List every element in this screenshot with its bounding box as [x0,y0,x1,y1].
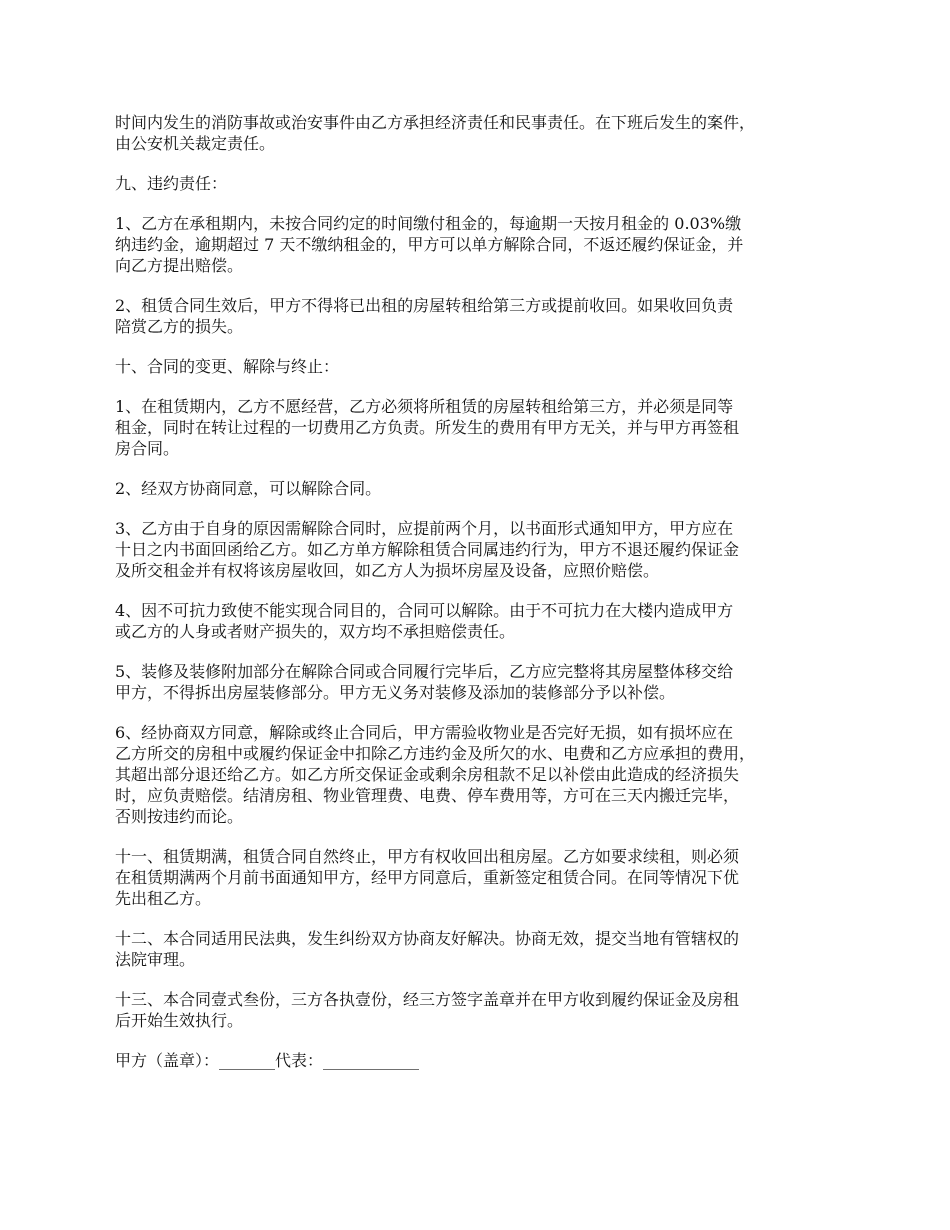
document-body [115,112,840,1071]
paragraph-p13 [115,928,840,970]
text-line: 时间内发生的消防事故或治安事件由乙方承担经济责任和民事责任。在下班后发生的案件， [115,113,756,132]
text-line: 或乙方的人身或者财产损失的，双方均不承担赔偿责任。 [115,622,516,641]
text-line: 及所交租金并有权将该房屋收回，如乙方人为损坏房屋及设备，应照价赔偿。 [115,561,660,580]
paragraph-p11 [115,722,840,827]
text-line: 十、合同的变更、解除与终止： [115,357,340,376]
text-line: 由公安机关裁定责任。 [115,134,276,153]
text-line: 后开始生效执行。 [115,1011,244,1030]
text-line: 陪赏乙方的损失。 [115,317,244,336]
paragraph-p5 [115,356,840,377]
paragraph-p1 [115,112,840,154]
text-line: 1、乙方在承租期内，未按合同约定的时间缴付租金的，每逾期一天按月租金的 0.03%缴 [115,214,742,233]
paragraph-p9 [115,600,840,642]
text-line: 3、乙方由于自身的原因需解除合同时，应提前两个月，以书面形式通知甲方，甲方应在 [115,519,734,538]
text-line: 2、经双方协商同意，可以解除合同。 [115,479,382,498]
paragraph-p14 [115,989,840,1031]
text-line: 甲方（盖章）：_______代表：____________ [115,1051,420,1070]
text-line: 十日之内书面回函给乙方。如乙方单方解除租赁合同属违约行为，甲方不退还履约保证金 [115,540,740,559]
text-line: 1、在租赁期内，乙方不愿经营，乙方必须将所租赁的房屋转租给第三方，并必须是同等 [115,397,734,416]
paragraph-p15 [115,1050,840,1071]
paragraph-p12 [115,846,840,909]
paragraph-p3 [115,213,840,276]
text-line: 租金，同时在转让过程的一切费用乙方负责。所发生的费用有甲方无关，并与甲方再签租 [115,418,740,437]
paragraph-p2 [115,173,840,194]
text-line: 时，应负责赔偿。结清房租、物业管理费、电费、停车费用等，方可在三天内搬迁完毕， [115,786,740,805]
text-line: 其超出部分退还给乙方。如乙方所交保证金或剩余房租款不足以补偿由此造成的经济损失 [115,765,740,784]
text-line: 纳违约金，逾期超过 7 天不缴纳租金的，甲方可以单方解除合同，不返还履约保证金，并 [115,235,744,254]
text-line: 2、租赁合同生效后，甲方不得将已出租的房屋转租给第三方或提前收回。如果收回负责 [115,296,734,315]
text-line: 法院审理。 [115,950,196,969]
paragraph-p6 [115,396,840,459]
text-line: 甲方，不得拆出房屋装修部分。甲方无义务对装修及添加的装修部分予以补偿。 [115,683,676,702]
paragraph-p10 [115,661,840,703]
text-line: 十一、租赁期满，租赁合同自然终止，甲方有权收回出租房屋。乙方如要求续租，则必须 [115,847,740,866]
text-line: 4、因不可抗力致使不能实现合同目的，合同可以解除。由于不可抗力在大楼内造成甲方 [115,601,734,620]
text-line: 向乙方提出赔偿。 [115,256,244,275]
text-line: 在租赁期满两个月前书面通知甲方，经甲方同意后，重新签定租赁合同。在同等情况下优 [115,868,740,887]
text-line: 先出租乙方。 [115,889,212,908]
paragraph-p7 [115,478,840,499]
text-line: 6、经协商双方同意，解除或终止合同后，甲方需验收物业是否完好无损，如有损坏应在 [115,723,734,742]
text-line: 十三、本合同壹式叁份，三方各执壹份，经三方签字盖章并在甲方收到履约保证金及房租 [115,990,740,1009]
text-line: 否则按违约而论。 [115,807,244,826]
text-line: 乙方所交的房租中或履约保证金中扣除乙方违约金及所欠的水、电费和乙方应承担的费用， [115,744,756,763]
text-line: 九、违约责任： [115,174,228,193]
paragraph-p8 [115,518,840,581]
text-line: 十二、本合同适用民法典，发生纠纷双方协商友好解决。协商无效，提交当地有管辖权的 [115,929,740,948]
text-line: 房合同。 [115,439,180,458]
text-line: 5、装修及装修附加部分在解除合同或合同履行完毕后，乙方应完整将其房屋整体移交给 [115,662,734,681]
paragraph-p4 [115,295,840,337]
